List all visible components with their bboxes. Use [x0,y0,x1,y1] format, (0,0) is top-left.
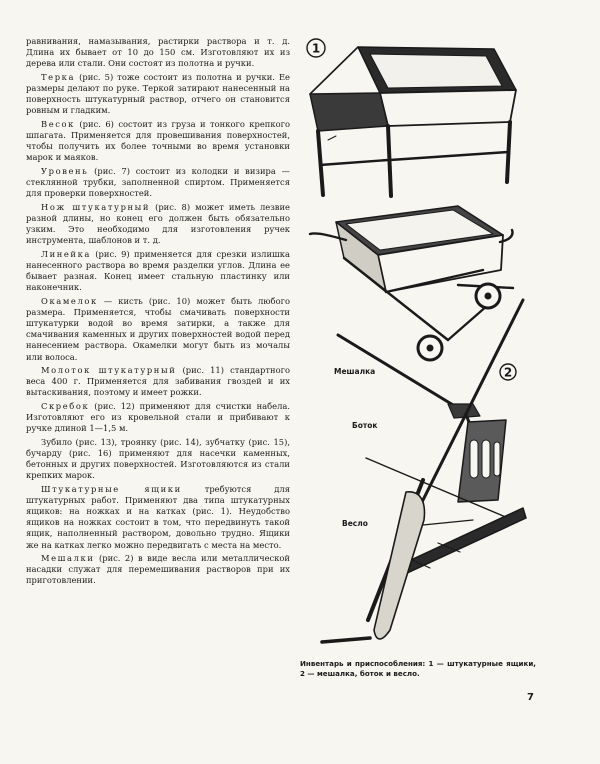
paragraph [26,296,290,363]
paragraph-text: (рис. 12) применяют для счистки набела. Изготовляют его из кровельной стали и прибивают к ручке длиной 1—1,5 м. [26,400,290,434]
paragraph [26,365,290,399]
paragraph-text: (рис. 9) применяется для срезки излишка нанесенного раствора во время разделки углов. Длина ее бывает разная. Конец имеет стальную пластинку или наконечник. [26,248,290,293]
paragraph-term: Мешалки [41,553,95,563]
paragraph-text: (рис. 5) тоже состоит из полотна и ручки. Ее размеры делают по руке. Теркой затирают нанесенный на поверхность штукатурный раствор, отчего он становится ровным и гладким. [26,71,290,116]
paragraph-term: Терка [41,71,76,82]
paragraph [26,166,290,200]
illustration-svg [298,30,588,660]
paragraph [26,401,290,435]
paragraph-term: Уровень [41,165,89,176]
paragraph [26,437,290,482]
paragraph [26,553,290,587]
paragraph-text: (рис. 8) может иметь лезвие разной длины, но конец его должен быть обязательно узким. Это необходимо для изготовления ручек инструмента, шаблонов и т. д. [26,201,290,246]
paragraph-term: Нож штукатурный [41,201,151,212]
figure-number-1 [307,39,325,57]
paragraph-term: Штукатурные ящики [41,483,182,494]
paragraph [26,119,290,164]
figure-caption: Инвентарь и приспособления: 1 — штукатурные ящики, 2 — мешалка, боток и весло. [300,659,536,678]
label-veslo: Весло [342,519,368,528]
illustration [298,30,588,660]
paragraph [26,202,290,247]
svg-text:1: 1 [311,41,321,56]
paragraph-term: Скребок [41,400,90,411]
paragraph-text: (рис. 11) стандартного веса 400 г. Применяется для забивания гвоздей и их вытаскивания, поэтому и имеет рожки. [26,365,290,398]
paragraph-term: Весок [41,118,75,129]
paragraph-text: (рис. 2) в виде весла или металлической насадки служат для перемешивания растворов при их приготовлении. [26,553,290,586]
paragraph [26,484,290,551]
svg-text:2: 2 [503,365,513,380]
figure-number-2 [500,364,516,380]
paragraph-text: — кисть (рис. 10) может быть любого размера. Применяется, чтобы смачивать поверхности штукатурки водой во время затирки, а также для смачивания каменных и других поверхностей водой перед нанесением раствора. Окамелки могут быть из мочалы или волоса. [26,295,290,362]
paragraph-term: Линейка [41,248,91,259]
paragraph [26,72,290,117]
paragraph [26,36,290,70]
float-drawing [366,300,523,530]
paragraph [26,249,290,294]
box-on-legs-drawing [310,47,516,196]
paddle-drawing [322,480,526,642]
label-meshalka: Мешалка [334,367,376,376]
paragraph-text: требуются для штукатурных работ. Применяют два типа штукатурных ящиков: на ножках и на катках (рис. 1). Неудобство ящиков на ножках состоит в том, что передвинуть такой ящик, наполненный раствором, довольно трудно. Ящики же на катках легко можно передвигать с места на место. [26,483,290,550]
paragraph-text: равнивания, намазывания, растирки раствора и т. д. Длина их бывает от 10 до 150 см. Изготовляют их из дерева или стали. Они состоят из полотна и ручки. [26,36,290,69]
paragraph-text: Зубило (рис. 13), троянку (рис. 14), зубчатку (рис. 15), бучарду (рис. 16) применяют для насечки каменных, бетонных и других поверхностей. Изготовляются из стали крепких марок. [26,436,290,481]
page-number: 7 [527,692,534,703]
body-text-column [26,36,290,589]
label-botok: Боток [352,421,378,430]
paragraph-text: (рис. 6) состоит из груза и тонкого крепкого шпагата. Применяется для провешивания поверхностей, чтобы получить их более точными во время установки марок и маяков. [26,118,290,163]
paragraph-text: (рис. 7) состоит из колодки и визира — стеклянной трубки, заполненной спиртом. Применяется для проверки поверхностей. [26,165,290,199]
mixer-drawing [338,335,506,502]
paragraph-term: Окамелок [41,295,98,306]
paragraph-term: Молоток штукатурный [41,365,177,375]
